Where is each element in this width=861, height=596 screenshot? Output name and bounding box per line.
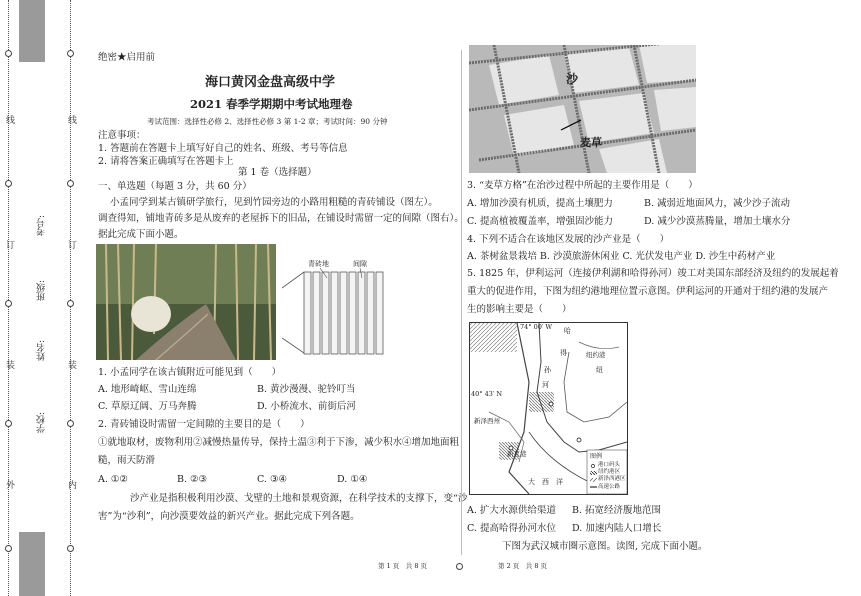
map-river-1: 哈 <box>564 327 571 335</box>
circle-mark <box>67 300 74 307</box>
seal-char: 订 <box>6 241 16 251</box>
map-legend-highway: 高速公路 <box>598 484 621 490</box>
map-river-3: 孙 <box>544 366 551 374</box>
passage1-line2: 调查得知，铺地青砖多是从废弃的老屋拆下的旧品，在铺设时需留一定的间隙（图右）。 <box>98 213 464 224</box>
map-latitude: 40° 43′ N <box>471 390 503 398</box>
map-river-2: 得 <box>560 349 567 357</box>
school-name: 海口黄冈金盘高级中学 <box>205 75 336 90</box>
map-newark: 新瓦港 <box>507 450 527 458</box>
q1-option-c: C. 草原辽阔、万马奔腾 <box>98 401 197 412</box>
straw-checkerboard-photo <box>469 45 696 173</box>
q3-option-c: C. 提高植被覆盖率，增强固沙能力 <box>467 216 613 227</box>
seal-char: 外 <box>6 481 16 491</box>
label-sand: 沙 <box>566 72 579 86</box>
q3-stem: 3. “麦草方格”在治沙过程中所起的主要作用是（ ） <box>467 180 698 191</box>
school-label: 学校: <box>37 412 47 434</box>
q5-option-a: A. 扩大水源供给渠道 <box>467 505 556 516</box>
note-1: 1. 答题前在答题卡上填写好自己的姓名、班级、考号等信息 <box>98 143 348 154</box>
q3-option-a: A. 增加沙漠有机质，提高土壤肥力 <box>467 198 613 209</box>
note-2: 2. 请将答案正确填写在答题卡上 <box>98 156 234 167</box>
q2-option-c: C. ③④ <box>257 474 288 485</box>
page-number-left: 第 1 页 共 8 页 <box>378 562 428 570</box>
map-legend-port: 港口码头 <box>598 462 621 468</box>
q1-option-b: B. 黄沙漫漫、驼铃叮当 <box>257 384 356 395</box>
label-straw: 麦草 <box>580 136 602 149</box>
circle-mark <box>67 420 74 427</box>
class-label: 班级: <box>37 280 47 302</box>
cut-line-inner <box>70 0 71 596</box>
map-legend-title: 图例 <box>590 453 603 460</box>
name-label: 姓名: <box>37 340 47 362</box>
secret-mark: 绝密★启用前 <box>98 52 156 63</box>
q2-line1: ①就地取材，废物利用②减慢热量传导，保持土温③利于下渗，减少积水④增加地面粗 <box>98 437 460 448</box>
center-circle-mark <box>456 563 463 570</box>
seal-char: 线 <box>6 116 16 126</box>
exam-scope: 考试范围：选择性必修 2、选择性必修 3 第 1-2 章；考试时间：90 分钟 <box>147 117 388 126</box>
q3-option-b: B. 减弱近地面风力，减少沙子流动 <box>644 198 791 209</box>
q1-option-d: D. 小桥流水、前街后河 <box>257 401 356 412</box>
map-longitude: 74° 00′ W <box>520 323 553 331</box>
exam-no-label: 考号: <box>37 215 47 237</box>
brick-gap-diagram <box>282 258 392 358</box>
column-divider <box>461 50 462 555</box>
q1-option-a: A. 地形崎岖、雪山连绵 <box>98 384 197 395</box>
q4-options: A. 茶树盆景栽培 B. 沙漠旅游休闲业 C. 光伏发电产业 D. 沙生中药材产业 <box>467 251 776 262</box>
exam-title: 2021 春季学期期中考试地理卷 <box>190 97 353 111</box>
q5-line2: 重大的促进作用，下图为纽约港地理位置示意图。伊利运河的开通对于纽约港的发展产 <box>467 286 829 297</box>
seal-char: 线 <box>68 116 78 126</box>
label-brick: 青砖地 <box>308 260 329 268</box>
circle-mark <box>5 180 12 187</box>
circle-mark <box>5 50 12 57</box>
map-ocean: 大 西 洋 <box>528 478 563 486</box>
q2-option-b: B. ②③ <box>177 474 208 485</box>
label-gap: 间隙 <box>353 260 367 268</box>
q2-option-a: A. ①② <box>98 474 128 485</box>
passage2-line1: 沙产业是指积极利用沙漠、戈壁的土地和景观资源，在科学技术的支撑下，变“沙 <box>130 493 468 504</box>
seal-char: 装 <box>68 361 78 371</box>
passage1-line3: 据此完成下面小题。 <box>98 229 184 240</box>
seal-char: 装 <box>6 361 16 371</box>
map-new-york: 纽约港 <box>586 351 606 359</box>
q5-option-c: C. 提高哈得孙河水位 <box>467 523 556 534</box>
q2-option-d: D. ①④ <box>337 474 368 485</box>
cut-line-outer <box>8 0 9 596</box>
circle-mark <box>67 180 74 187</box>
q3-option-d: D. 减少沙漠蒸腾量，增加土壤水分 <box>644 216 791 227</box>
next-passage: 下图为武汉城市圈示意图。读图, 完成下面小题。 <box>502 541 708 552</box>
q2-line2: 糙，雨天防滑 <box>98 455 156 466</box>
q5-option-d: D. 加速内陆人口增长 <box>572 523 662 534</box>
q5-line3: 生的影响主要是（ ） <box>467 304 572 315</box>
notes-heading: 注意事项： <box>98 130 146 141</box>
map-legend-ny-port: 纽约港区 <box>598 469 621 475</box>
seal-char: 订 <box>68 241 78 251</box>
map-legend-nj-port: 新泽西港区 <box>598 476 626 482</box>
section-title: 一、单选题（每题 3 分，共 60 分） <box>98 181 252 192</box>
q2-stem: 2. 青砖铺设时需留一定间隙的主要目的是（ ） <box>98 419 310 430</box>
circle-mark <box>67 545 74 552</box>
map-new-jersey: 新泽西州 <box>474 417 500 425</box>
map-river-4: 河 <box>542 381 549 389</box>
q5-line1: 5. 1825 年，伊利运河（连接伊利湖和哈得孙河）竣工对美国东部经济及纽约的发展起着 <box>467 268 839 279</box>
circle-mark <box>5 420 12 427</box>
volume-title: 第 1 卷（选择题） <box>238 167 317 178</box>
circle-mark <box>5 300 12 307</box>
seal-char: 内 <box>68 481 78 491</box>
passage1-line1: 小孟同学到某古镇研学旅行，见到竹园旁边的小路用粗糙的青砖铺设（图左）。 <box>110 197 438 208</box>
page-number-right: 第 2 页 共 8 页 <box>498 562 548 570</box>
circle-mark <box>67 50 74 57</box>
passage2-line2: 害”为“沙利”，向沙漠要效益的新兴产业。据此完成下列各题。 <box>98 511 360 522</box>
q5-option-b: B. 拓宽经济腹地范围 <box>572 505 662 516</box>
q1-stem: 1. 小孟同学在该古镇附近可能见到（ ） <box>98 367 282 378</box>
bamboo-path-photo <box>96 244 276 360</box>
circle-mark <box>5 545 12 552</box>
q4-stem: 4. 下列不适合在该地区发展的沙产业是（ ） <box>467 234 670 245</box>
map-ny: 纽 <box>596 366 603 374</box>
